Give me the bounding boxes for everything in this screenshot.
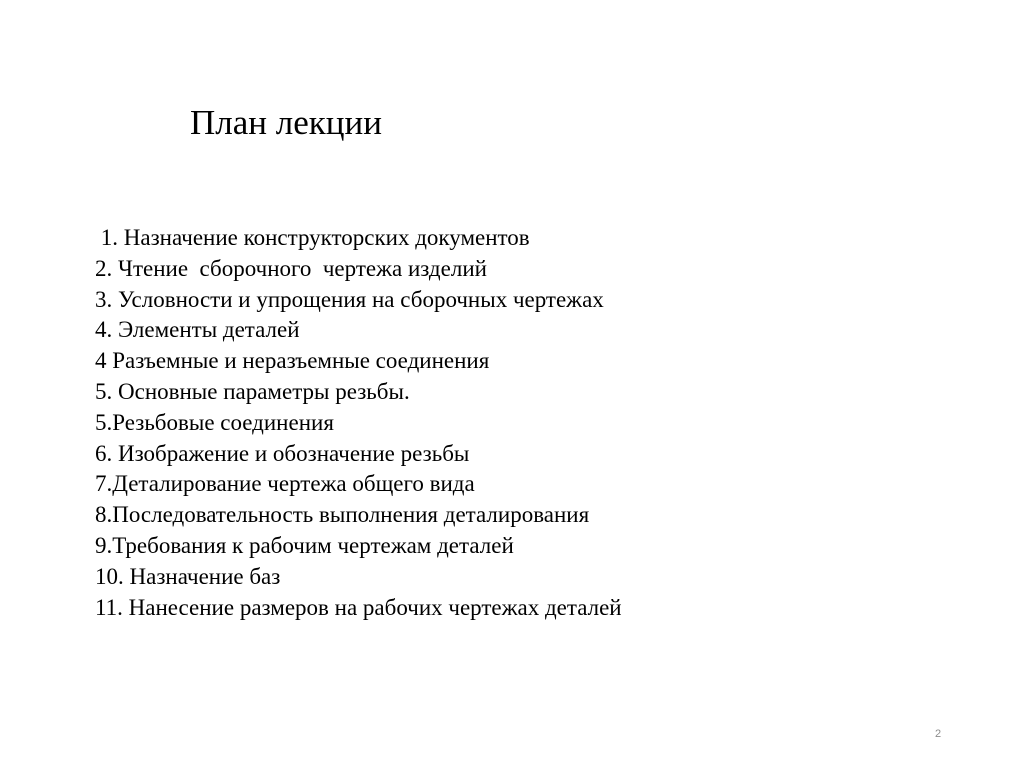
lecture-plan-list: [95, 223, 622, 623]
list-item: 5. Основные параметры резьбы.: [95, 378, 410, 404]
list-item: 1. Назначение конструкторских документов: [95, 225, 530, 250]
list-item: 11. Нанесение размеров на рабочих чертежах деталей: [95, 594, 622, 620]
list-item: 4 Разъемные и неразъемные соединения: [95, 348, 490, 374]
list-item: 2. Чтение сборочного чертежа изделий: [95, 255, 487, 281]
list-item: 4. Элементы деталей: [95, 317, 300, 343]
list-item: 5.Резьбовые соединения: [95, 409, 334, 435]
list-item: 6. Изображение и обозначение резьбы: [95, 440, 470, 466]
slide-title: План лекции: [190, 103, 382, 142]
list-item: 9.Требования к рабочим чертежам деталей: [95, 532, 514, 558]
list-item: 3. Условности и упрощения на сборочных чертежах: [95, 286, 604, 312]
slide-number: 2: [935, 728, 942, 740]
list-item: 8.Последовательность выполнения деталирования: [95, 502, 590, 528]
list-item: 10. Назначение баз: [95, 563, 281, 589]
list-item: 7.Деталирование чертежа общего вида: [95, 471, 475, 497]
